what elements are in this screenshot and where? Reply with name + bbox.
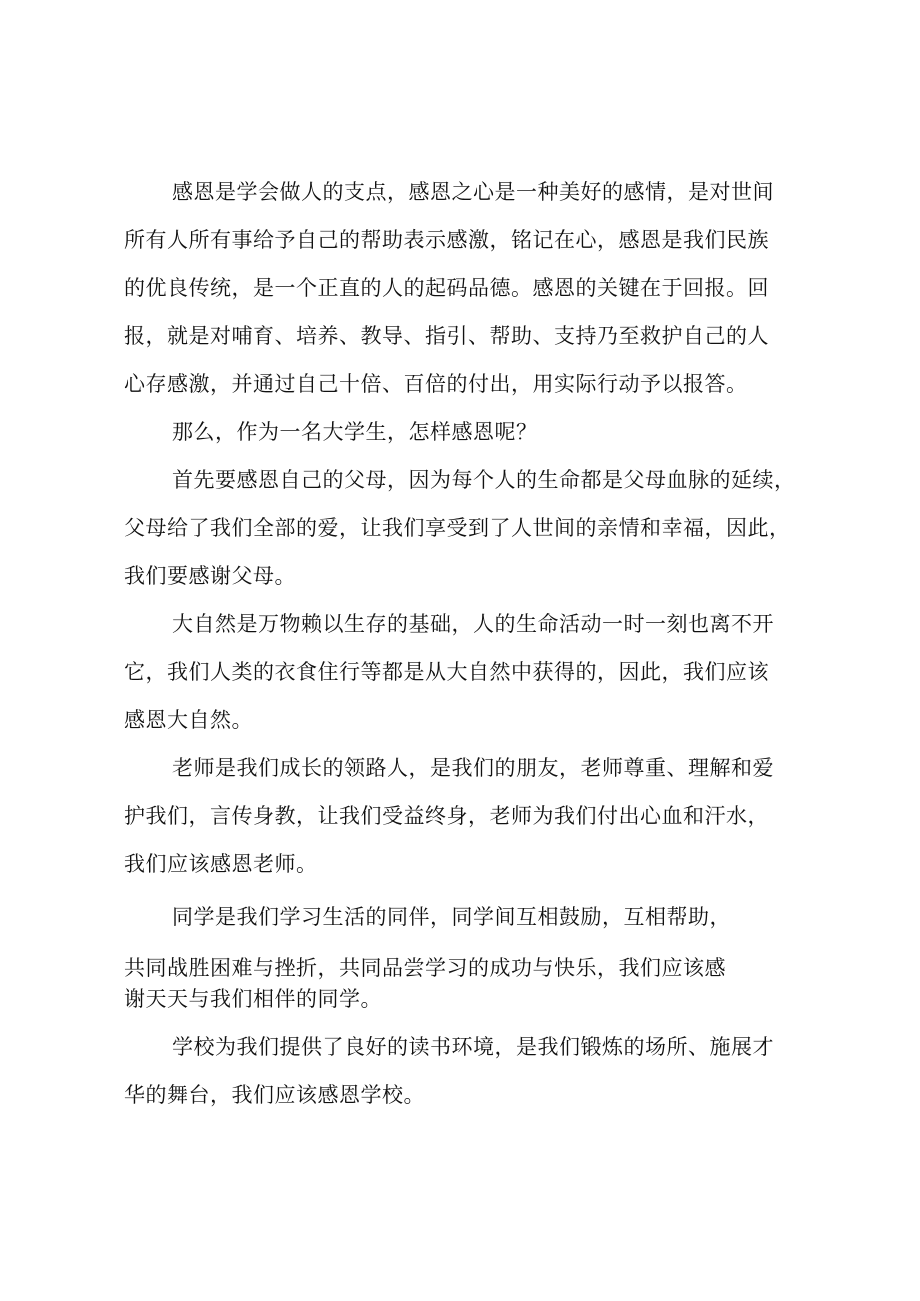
paragraph-4-line-3: 感恩大自然。 [124,708,253,732]
paragraph-3-line-1: 首先要感恩自己的父母，因为每个人的生命都是父母血脉的延续， [172,468,796,492]
paragraph-7-line-1: 学校为我们提供了良好的读书环境，是我们锻炼的场所、施展才 [172,1035,774,1059]
paragraph-4-line-2: 它，我们人类的衣食住行等都是从大自然中获得的，因此，我们应该 [124,660,769,684]
paragraph-5-line-2: 护我们，言传身教，让我们受益终身，老师为我们付出心血和汗水， [124,804,769,828]
paragraph-5-line-3: 我们应该感恩老师。 [124,852,318,876]
paragraph-1-line-1: 感恩是学会做人的支点，感恩之心是一种美好的感情，是对世间 [172,180,774,204]
paragraph-3-line-3: 我们要感谢父母。 [124,564,296,588]
paragraph-6-line-1: 同学是我们学习生活的同伴，同学间互相鼓励，互相帮助， [172,905,731,929]
paragraph-3-line-2: 父母给了我们全部的爱，让我们享受到了人世间的亲情和幸福，因此， [124,516,791,540]
paragraph-1-line-2: 所有人所有事给予自己的帮助表示感激，铭记在心，感恩是我们民族 [124,228,769,252]
paragraph-2-line-1: 那么，作为一名大学生，怎样感恩呢？ [172,420,538,444]
paragraph-1-line-4: 报，就是对哺育、培养、教导、指引、帮助、支持乃至救护自己的人 [124,324,769,348]
paragraph-5-line-1: 老师是我们成长的领路人，是我们的朋友，老师尊重、理解和爱 [172,756,774,780]
paragraph-1-line-5: 心存感激，并通过自己十倍、百倍的付出，用实际行动予以报答。 [124,372,748,396]
paragraph-6-line-2: 共同战胜困难与挫折，共同品尝学习的成功与快乐，我们应该感 [124,956,726,980]
paragraph-6-line-3: 谢天天与我们相伴的同学。 [124,987,382,1011]
paragraph-1-line-3: 的优良传统，是一个正直的人的起码品德。感恩的关键在于回报。回 [124,276,769,300]
paragraph-7-line-2: 华的舞台，我们应该感恩学校。 [124,1083,425,1107]
paragraph-4-line-1: 大自然是万物赖以生存的基础，人的生命活动一时一刻也离不开 [172,612,774,636]
